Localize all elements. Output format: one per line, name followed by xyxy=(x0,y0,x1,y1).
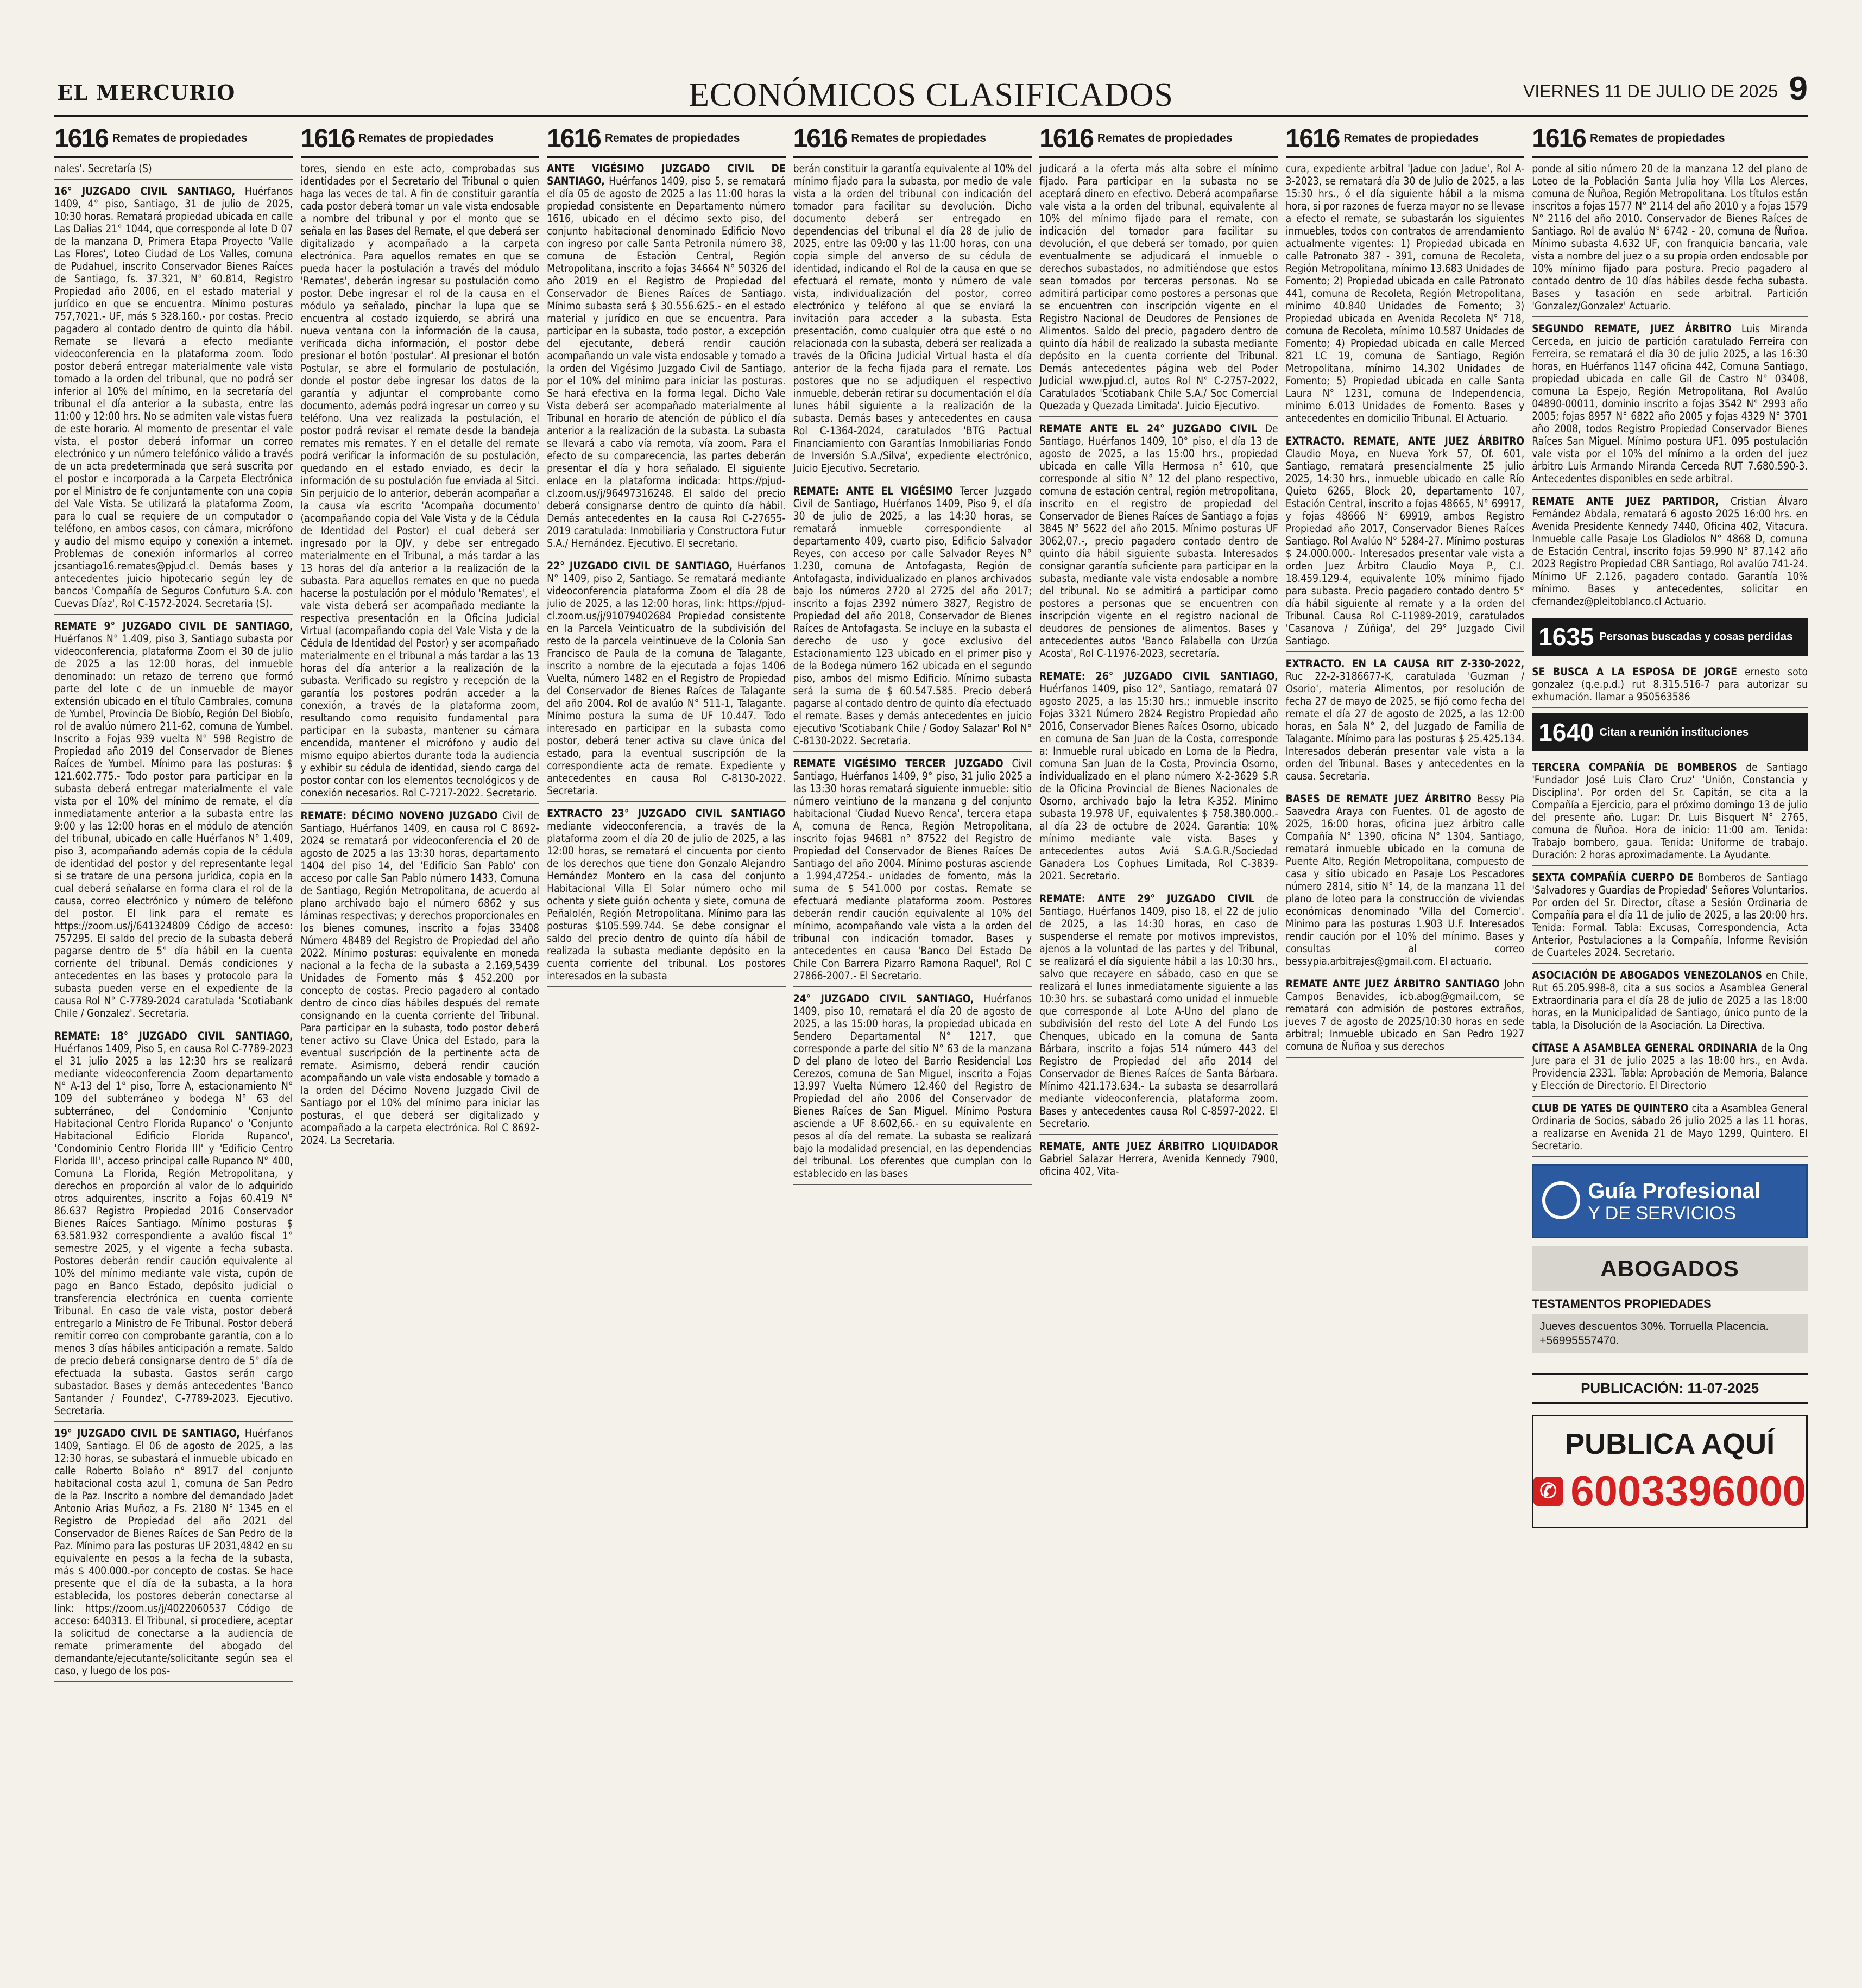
category-number: 1616 xyxy=(547,124,601,153)
ad-lead: REMATE: ANTE 29° JUZGADO CIVIL xyxy=(1039,892,1255,905)
ad-text: Huérfanos 1409, Piso 5, en causa Rol C-7789-2023 el 31 julio 2025 a las 12:30 hrs se realizará mediante videoconferencia Zoom departamento N° A-13 del 1° piso, Torre A, estacionamiento N° 109 del subterráneo y bodega N° 63 del subterráneo, del Condominio 'Conjunto Habitacional Centro Florida Rupanco' o 'Conjunto Habitacional Edificio Florida Rupanco', 'Condominio Centro Florida III' y 'Edificio Centro Florida III', acceso principal calle Rupanco N° 400, Comuna La Florida, Región Metropolitana, y derechos en proporción al valor de lo adquirido otros adquirentes, inscrito a Fojas 60.419 N° 86.637 Registro Propiedad 2016 Conservador Bienes Raíces Santiago. Mínimo posturas $ 63.581.932 correspondiente a avalúo fiscal 1° semestre 2025, y el vigente a fecha subasta. Postores deberán rendir caución equivalente al 10% del mínimo mediante vale vista, cupón de pago en Banco Estado, depósito judicial o transferencia electrónica en cuenta corriente Tribunal. En caso de vale vista, postor deberá entregarlo a Ministro de Fe Tribunal. Postor deberá remitir correo con comprobante garantía, con a lo menos 3 días hábiles anticipación a remate. Saldo de precio deberá consignarse dentro de 5° día de efectuada la subasta. Gastos serán cargo subastador. Bases y demás antecedentes 'Banco Santander / Foundez', C-7789-2023. Ejecutivo. Secretaria. xyxy=(54,1042,293,1417)
publication-date: PUBLICACIÓN: 11-07-2025 xyxy=(1532,1373,1808,1404)
column-body xyxy=(547,158,786,987)
classified-ad xyxy=(54,162,293,180)
meeting-notice xyxy=(1532,761,1808,866)
page-number: 9 xyxy=(1789,70,1808,107)
ad-text: ernesto soto gonzalez (q.e.p.d.) rut 8.315.516-7 para autorizar su exhumación. llamar a 950563586 xyxy=(1532,666,1808,703)
ad-text: Gabriel Salazar Herrera, Avenida Kennedy 7900, oficina 402, Vita- xyxy=(1039,1153,1278,1177)
column-2 xyxy=(301,121,540,1955)
guia-title: Guía Profesional xyxy=(1588,1179,1761,1203)
classified-ad xyxy=(1039,892,1278,1135)
column-body xyxy=(54,158,293,1682)
category-label: Citan a reunión instituciones xyxy=(1599,726,1749,738)
ad-text: berán constituir la garantía equivalente al 10% del mínimo fijado para la subasta, por medio de vale vista a la orden del tribunal con indicación del tomador para facilitar su devolución. Dicho documento deberá ser entregado en dependencias del tribunal el día 28 de julio de 2025, entre las 09:00 y las 11:00 horas, con una copia simple del anverso de su cédula de identidad, indicando el Rol de la causa en que se efectuará el remate, monto y número de vale vista, individualización del postor, correo electrónico y teléfono al que se enviará la invitación para acceder a la subasta. Esta presentación, como cualquier otra que esté o no relacionada con la subasta, deberá ser realizada a través de la Oficina Judicial Virtual hasta el día anterior de la fecha fijada para el remate. Los postores que no se adjudiquen el respectivo inmueble, deberán retirar su documentación el día lunes hábil siguiente a la realización de la subasta. Demás bases y antecedentes en causa Rol C-1364-2024, caratulados 'BTG Pactual Financiamiento con Garantías Inmobiliarias Fondo de Inversión S.A./Silva', expediente electrónico, Juicio Ejecutivo. Secretario. xyxy=(793,162,1032,474)
ad-text: de Santiago, Huérfanos 1409, piso 18, el 22 de julio de 2025, a las 14:30 horas, en caso de suspenderse el remate por motivos imprevistos, ajenos a la voluntad de las partes y del Tribunal, se realizará el día siguiente hábil a las 10:30 hrs., salvo que recayere en sábado, caso en que se realizará el lunes inmediatamente siguiente a las 10:30 hrs. se subastará como unidad el inmueble que corresponde al Lote A-Uno del plano de subdivisión del resto del Lote A del Fundo Los Chenques, ubicado en la comuna de Santa Bárbara, inscrito a fojas 514 número 443 del Registro de Propiedad del año 2014 del Conservador de Bienes Raíces de Santa Bárbara. Mínimo 421.173.634.- La subasta se desarrollará mediante videoconferencia, plataforma zoom. Bases y antecedentes causa Rol C-8597-2022. El Secretario. xyxy=(1039,892,1278,1130)
category-label: Remates de propiedades xyxy=(358,132,494,144)
classified-ad xyxy=(54,1427,293,1682)
ad-lead: EXTRACTO 23° JUZGADO CIVIL SANTIAGO xyxy=(547,807,786,820)
category-number: 1616 xyxy=(793,124,847,153)
ad-text: Civil de Santiago, Huérfanos 1409, en causa rol C 8692-2024 se rematará por videoconferencia el 20 de agosto de 2025 a las 13:30 horas, departamento 1404 del piso 14, del 'Edificio San Pablo' con acceso por calle San Pablo número 1433, Comuna de Santiago, Región Metropolitana, de acuerdo al plano archivado bajo el número 6862 y sus láminas respectivas; y derechos proporcionales en los bienes comunes, inscrito a fojas 33408 Número 48489 del Registro de Propiedad del año 2022. Mínimo posturas: equivalente en moneda nacional a la fecha de la subasta a 2.169,5439 Unidades de Fomento más $ 452.200 por concepto de costas. Precio pagadero al contado dentro de cinco días hábiles después del remate consignando en la cuenta corriente del Tribunal. Para participar en la subasta, todo postor deberá tener activo su Clave Única del Estado, para la eventual suscripción de la pertinente acta de remate. Asimismo, deberá rendir caución acompañando un vale vista endosable y tomado a la orden del Décimo Noveno Juzgado Civil de Santiago por el 10% del mínimo para iniciar las posturas, el que deberá ser digitalizado y acompañado a la carpeta electrónica. Rol C 8692-2024. La Secretaria. xyxy=(300,809,540,1147)
classified-ad xyxy=(547,807,786,987)
classified-ad xyxy=(1039,1140,1278,1182)
ad-text: de la Ong Jure para el 31 de julio 2025 a las 18:00 hrs., en Avda. Providencia 2331. Tabla: Aprobación de Memoria, Balance y Elección de Directorio. El Directorio xyxy=(1532,1042,1808,1092)
category-number: 1616 xyxy=(1285,124,1340,153)
ad-lead: BASES DE REMATE JUEZ ÁRBITRO xyxy=(1285,793,1472,805)
ad-lead: ANTE VIGÉSIMO JUZGADO CIVIL DE SANTIAGO, xyxy=(547,162,786,187)
abogados-heading: ABOGADOS xyxy=(1532,1246,1808,1291)
ad-text: Huérfanos 1409, piso 10, rematará el día 20 de agosto de 2025, a las 15:00 horas, la propiedad ubicada en Sendero Departamental N° 1217, que corresponde a parte del sitio N° 63 de la manzana D del plano de loteo del Barrio Residencial Los Cerezos, comuna de San Miguel, inscrito a Fojas 13.997 Vuelta Número 12.460 del Registro de Propiedad del año 2006 del Conservador de Bienes Raíces de San Miguel. Mínimo Postura asciende a UF 8.602,66.- en su equivalente en pesos al día del remate. La subasta se realizará bajo la modalidad presencial, en las dependencias del tribunal. Los oferentes que cumplan con lo establecido en las bases xyxy=(793,992,1032,1180)
ad-lead: 24° JUZGADO CIVIL SANTIAGO, xyxy=(793,992,974,1005)
ad-lead: REMATE: DÉCIMO NOVENO JUZGADO xyxy=(300,809,498,822)
testamentos-text: Jueves descuentos 30%. Torruella Placencia. +56995557470. xyxy=(1532,1314,1808,1353)
classified-ad xyxy=(1286,435,1525,652)
ad-lead: REMATE ANTE JUEZ PARTIDOR, xyxy=(1532,495,1719,508)
ad-lead: REMATE ANTE EL 24° JUZGADO CIVIL xyxy=(1039,422,1257,435)
ad-text: judicará a la oferta más alta sobre el mínimo fijado. Para participar en la subasta no se aceptará dinero en efectivo. Deberá acompañarse vale vista a la orden del tribunal, equivalente al 10% del mínimo fijado para el remate, con indicación del tomador para facilitar su devolución, el que deberá ser tomado, por quien eventualmente se adjudicará el inmueble o derechos subastados, no admitiéndose que estos sean tomados por terceras personas. No se admitirá participar como postores a personas que se encuentren con inscripción vigente en el Registro Nacional de Deudores de Pensiones de Alimentos. Saldo del precio, pagadero dentro de quinto día hábil de realizado la subasta mediante depósito en la cuenta corriente del Tribunal. Demás antecedentes página web del Poder Judicial www.pjud.cl, autos Rol N° C-2757-2022, Caratulados 'Scotiabank Chile S.A./ Soc Comercial Quezada y Quezada Limitada'. Juicio Ejecutivo. xyxy=(1039,162,1278,412)
classifieds-columns xyxy=(54,121,1808,1955)
ad-lead: ASOCIACIÓN DE ABOGADOS VENEZOLANOS xyxy=(1532,969,1763,982)
classified-ad xyxy=(301,809,540,1151)
classified-ad xyxy=(54,620,293,1024)
column-body xyxy=(793,158,1032,1185)
people-logo-icon xyxy=(1542,1177,1580,1226)
classified-ad xyxy=(1286,657,1525,787)
ad-text: John Campos Benavides, icb.abog@gmail.com, se rematará con admisión de postores extraños, jueves 7 de agosto de 2025/10:30 horas en sede arbitral; Inmueble ubicado en San Pedro 1927 comuna de Ñuñoa y sus derechos xyxy=(1285,978,1525,1053)
ad-lead: REMATE VIGÉSIMO TERCER JUZGADO xyxy=(793,757,1003,770)
ad-text: tores, siendo en este acto, comprobadas sus identidades por el Secretario del Tribunal o quien haga las veces de tal. A fin de constituir garantía cada postor deberá tomar un vale vista endosable a nombre del tribunal y por el monto que se señala en las Bases del Remate, el que deberá ser digitalizado y acompañado a la carpeta electrónica. Para aquellos remates en que se pueda hacer la postulación a través del módulo 'Remates', deberán ingresar su postulación como postor. Debe ingresar el rol de la causa en el módulo ya señalado, pinchar la lupa que se encuentra al costado izquierdo, se abrirá una nueva ventana con la información de la causa, verificada dicha información, el postor debe presionar el botón 'postular'. Al presionar el botón Postular, se abre el formulario de postulación, donde el postor debe ingresar los datos de la garantía y adjuntar el comprobante como documento, además podrá ingresar un correo y su teléfono. Una vez realizada la postulación, el postor podrá revisar el remate desde la bandeja remates mis remates. Y en el detalle del remate podrá verificar la información de su postulación, quedando en el estado enviado, es decir la información de su postulación fue enviada al Sitci. Sin perjuicio de lo anterior, deberán acompañar a la causa vía escrito 'Acompaña documento' (acompañando copia del Vale Vista y de la Cédula de Identidad del Postor) el cual deberá ser ingresado por la OJV, y debe ser entregado materialmente en el Tribunal, a más tardar a las 13 horas del día anterior a la realización de la subasta. Para aquellos remates en que no pueda hacerse la postulación por el módulo 'Remates', el vale vista deberá ser acompañado mediante la respectiva presentación en la Oficina Judicial Virtual (acompañando copia del Vale Vista y de la Cédula de Identidad del Postor) y ser acompañado materialmente en el tribunal a más tardar a las 13 horas del día anterior a la realización de la subasta. Verificado su registro y recepción de la garantía los postores podrán acceder a la conexión, a través de la plataforma zoom, resultando como requisito fundamental para participar en la subasta, mantener su cámara encendida, mantener el micrófono y audio del mismo equipo abiertos durante toda la audiencia y exhibir su cédula de identidad, siendo carga del postor contar con los elementos tecnológicos y de conexión necesarios. Rol C-7217-2022. Secretario. xyxy=(300,162,540,799)
ad-lead: 22° JUZGADO CIVIL DE SANTIAGO, xyxy=(547,560,733,572)
classified-ad xyxy=(1286,162,1525,429)
category-number: 1635 xyxy=(1538,623,1594,651)
column-header xyxy=(1286,121,1525,158)
category-label: Personas buscadas y cosas perdidas xyxy=(1599,630,1793,643)
category-label: Remates de propiedades xyxy=(604,132,740,144)
ad-text: de Santiago 'Fundador José Luis Claro Cruz' 'Unión, Constancia y Disciplina'. Por orden del Sr. Capitán, se cita a la Compañía a Ejercicio, para el próximo domingo 13 de julio del presente año. Lugar: Dr. Luis Bisquert N° 2765, comuna de Ñuñoa. Hora de inicio: 11:00 am. Tenida: Trabajo bombero, gaua. Tenida: Uniforme de trabajo. Duración: 2 horas aproximadamente. La Ayudante. xyxy=(1532,761,1808,861)
ad-lead: REMATE 9° JUZGADO CIVIL DE SANTIAGO, xyxy=(54,620,293,632)
ad-text: Tercer Juzgado Civil de Santiago, Huérfanos 1409, Piso 9, el día 30 de julio de 2025, a las 14:30 horas, se rematará inmueble correspondiente al departamento 409, cuarto piso, Edificio Salvador Reyes, con acceso por calle Salvador Reyes N° 1.230, comuna de Antofagasta, Región de Antofagasta, individualizado en planos archivados bajo los números 2720 al 2725 del año 2017; inscrito a fojas 2392 número 3827, Registro de Propiedad del año 2018, Conservador de Bienes Raíces de Antofagasta. Se incluye en la subasta el derecho de uso y goce exclusivo del Estacionamiento 123 ubicado en el primer piso y de la Bodega número 162 ubicada en el segundo piso, ambos del mismo Edificio. Mínimo subasta será la suma de $ 60.547.585. Precio deberá pagarse al contado dentro de quinto día efectuado el remate. Bases y demás antecedentes en juicio ejecutivo 'Scotiabank Chile / Godoy Salazar' Rol N° C-8130-2022. Secretaria. xyxy=(793,485,1032,747)
category-label: Remates de propiedades xyxy=(112,132,248,144)
classified-ad xyxy=(301,162,540,804)
category-label: Remates de propiedades xyxy=(851,132,986,144)
classified-ad xyxy=(547,162,786,554)
ad-lead: TERCERA COMPAÑÍA DE BOMBEROS xyxy=(1532,761,1737,774)
ad-lead: SE BUSCA A LA ESPOSA DE JORGE xyxy=(1532,666,1738,678)
guia-subtitle: Y DE SERVICIOS xyxy=(1588,1203,1736,1224)
category-banner-1635 xyxy=(1532,618,1808,656)
category-number: 1616 xyxy=(1532,124,1586,153)
column-header xyxy=(1532,121,1808,158)
ad-text: nales'. Secretaría (S) xyxy=(54,162,152,175)
ad-lead: REMATE: 26° JUZGADO CIVIL SANTIAGO, xyxy=(1039,670,1278,682)
ad-text: Ruc 22-2-3186677-K, caratulada 'Guzman / Osorio', materia Alimentos, por resolución de fecha 27 de mayo de 2025, se fijó como fecha del remate el día 27 de agosto de 2025, a las 12:00 horas, en Sala N° 2, del Juzgado de Familia de Talagante. Mínimo para las posturas $ 25.425.134. Interesados deberán presentar vale vista a la orden del Tribunal. Bases y antecedentes en la causa. Secretaria. xyxy=(1285,670,1525,782)
publica-aqui-box[interactable] xyxy=(1532,1415,1808,1528)
meeting-notice xyxy=(1532,1102,1808,1157)
classified-ad xyxy=(1286,793,1525,972)
classified-ad xyxy=(793,485,1032,752)
meeting-notice xyxy=(1532,1042,1808,1097)
header-rule xyxy=(54,115,1808,117)
classified-ad xyxy=(547,560,786,802)
ad-text: en Chile, Rut 65.205.998-8, cita a sus socios a Asamblea General Extraordinaria para el día 28 de julio de 2025 a las 18:00 horas, en la Municipalidad de Santiago, único punto de la tabla, la Disolución de la Asociación. La Directiva. xyxy=(1532,969,1808,1031)
classified-ad xyxy=(793,162,1032,479)
column-header xyxy=(547,121,786,158)
meeting-notice xyxy=(1532,969,1808,1036)
guia-profesional-banner[interactable] xyxy=(1532,1164,1808,1238)
ad-text: Bomberos de Santiago 'Salvadores y Guardias de Propiedad' Señores Voluntarios. Por orden del Sr. Director, cítase a Sesión Ordinaria de Compañía para el día 11 de julio de 2025, a las 20:00 hrs. Tenida: Formal. Tabla: Excusas, Correspondencia, Acta Anterior, Postulaciones a la Compañía, Informe Revisión de Cuarteles 2024. Secretario. xyxy=(1532,871,1808,959)
category-number: 1616 xyxy=(1039,124,1093,153)
classified-ad xyxy=(1532,495,1808,612)
ad-text: Claudio Moya, en Nueva York 57, Of. 601, Santiago, rematará presencialmente 25 julio 2025, 14:30 hrs., inmueble ubicado en calle Río Quieto 6265, Block 20, departamento 107, Estación Central, inscrito a fojas 48665, N° 69917, y fojas 48666 N° 69919, ambos Registro Propiedad año 2017, Conservador Bienes Raíces Santiago. Rol Avalúo N° 5284-27. Mínimo posturas $ 24.000.000.- Interesados presentar vale vista a orden Juez Árbitro Claudio Moya P., C.I. 18.459.129-4, equivalente 10% mínimo fijado para subasta. Precio pagadero contado dentro 5° día hábil siguiente al remate y a la orden del Tribunal. Causa Rol C-11989-2019, caratulados 'Casanova / Zúñiga', del 29° Juzgado Civil Santiago. xyxy=(1285,447,1525,647)
ad-lead: SEXTA COMPAÑÍA CUERPO DE xyxy=(1532,871,1694,884)
category-number: 1616 xyxy=(54,124,108,153)
page-header xyxy=(0,0,1862,125)
ad-text: Bessy Pía Saavedra Araya con Fuentes. 01 de agosto de 2025, 16:00 horas, oficina juez árbitro calle Compañía N° 1390, oficina N° 1304, Santiago, rematará inmueble ubicado en la comuna de Puente Alto, Región Metropolitana, compuesto de casa y sitio ubicado en Pasaje Los Pescadores número 2814, sitio N° 14, de la manzana 11 del plano de loteo para la construcción de viviendas económicas denominado 'Villa del Comercio'. Mínimo para las posturas 1.903 U.F. Interesados rendir caución por el 10% del mínimo. Bases y consultas al correo bessypia.arbitrajes@gmail.com. El actuario. xyxy=(1285,793,1525,967)
ad-lead: 16° JUZGADO CIVIL SANTIAGO, xyxy=(54,185,236,198)
classified-ad xyxy=(54,185,293,615)
category-number: 1640 xyxy=(1538,718,1594,746)
ad-text: Huérfanos 1409, piso 5, se rematará el día 05 de agosto de 2025 a las 11:00 horas la propiedad consistente en Departamento número 1616, ubicado en el décimo sexto piso, del conjunto habitacional denominado Edificio Novo con ingreso por calle Santa Petronila número 38, comuna de Estación Central, Región Metropolitana, inscrito a fojas 34664 N° 50326 del año 2019 en el Registro de Propiedad del Conservador de Bienes Raíces de Santiago. Mínimo subasta será $ 30.556.625.- en el estado material y jurídico en que se encuentra. Para participar en la subasta, todo postor, a excepción del ejecutante, deberá rendir caución acompañando un vale vista endosable y tomado a la orden del Vigésimo Juzgado Civil de Santiago, por el 10% del mínimo para iniciar las posturas. Se hará efectiva en la forma legal. Dicho Vale Vista deberá ser acompañado materialmente al Tribunal en horario de atención de público el día anterior a la realización de la subasta. La subasta se llevará a cabo vía remota, vía zoom. Para el efecto de su comparecencia, las partes deberán presentar el día y hora señalado. El siguiente enlace en la plataforma indicada: https://pjud-cl.zoom.us/j/96497316248. El saldo del precio deberá consignarse dentro de quinto día hábil. Demás antecedentes en la causa Rol C-27655-2019 caratulada: Inmobiliaria y Constructora Futur S.A./ Hernández. Ejecutivo. El secretario. xyxy=(547,175,786,549)
ad-lead: REMATE: 18° JUZGADO CIVIL SANTIAGO, xyxy=(54,1030,293,1042)
classified-ad xyxy=(54,1030,293,1422)
classified-ad xyxy=(793,757,1032,987)
ad-lead: SEGUNDO REMATE, JUEZ ÁRBITRO xyxy=(1532,322,1732,335)
ad-lead: REMATE, ANTE JUEZ ÁRBITRO LIQUIDADOR xyxy=(1039,1140,1278,1153)
classified-ad xyxy=(793,992,1032,1185)
phone-number-row[interactable] xyxy=(1533,1466,1806,1516)
ad-lead: REMATE: ANTE EL VIGÉSIMO xyxy=(793,485,954,497)
category-label: Remates de propiedades xyxy=(1589,132,1725,144)
section-title: ECONÓMICOS CLASIFICADOS xyxy=(689,77,1173,113)
category-label: Remates de propiedades xyxy=(1097,132,1233,144)
newspaper-brand: EL MERCURIO xyxy=(57,80,236,105)
ad-text: Huérfanos N° 1409, piso 2, Santiago. Se rematará mediante videoconferencia plataforma Zoom el día 28 de julio de 2025, a las 12:00 horas, link: https://pjud-cl.zoom.us/j/91079402684 Propiedad consistente en la Parcela Veinticuatro de la subdivisión del resto de la parcela veintinueve de la Colonia San Francisco de Paula de la comuna de Talagante, inscrito a nombre de la ejecutada a fojas 1406 Vuelta, número 1482 en el Registro de Propiedad del Conservador de Bienes Raíces de Talagante del año 2004. Rol de avalúo N° 511-1, Talagante. Mínimo postura la suma de UF 10.447. Todo interesado en participar en la subasta como postor, deberá tener activa su clave única del estado, para la eventual suscripción de la correspondiente acta de remate. Expediente y antecedentes en causa Rol C-8130-2022. Secretaria. xyxy=(547,560,786,797)
category-banner-1640 xyxy=(1532,713,1808,751)
column-7-extra xyxy=(1532,618,1808,1528)
dateline: VIERNES 11 DE JULIO DE 2025 xyxy=(1523,81,1778,101)
ad-text: ponde al sitio número 20 de la manzana 12 del plano de Loteo de la Población Santa Julia hoy Villa Los Alerces, comuna de Ñuñoa, Región Metropolitana. Los títulos están inscritos a fojas 1577 N° 2114 del año 2010 y a fojas 1579 N° 2116 del año 2010. Conservador de Bienes Raíces de Santiago. Rol de avalúo N° 6742 - 20, comuna de Ñuñoa. Mínimo subasta 4.632 UF, con franquicia bancaria, vale vista a nombre del juez o a su propia orden endosable por 10% mínimo fijado para postura. Precio pagadero al contado dentro de 10 días hábiles desde fecha subasta. Bases y tasación en sede arbitral. Partición 'Gonzalez/Gonzalez' Actuario. xyxy=(1532,162,1808,312)
ad-text: cura, expediente arbitral 'Jadue con Jadue', Rol A-3-2023, se rematará día 30 de Julio de 2025, a las 15:30 hrs., ó el día siguiente hábil a la misma hora, si por razones de fuerza mayor no se llevase a efecto el remate, se subastarán los siguientes inmuebles, todos con contratos de arrendamiento actualmente vigentes: 1) Propiedad ubicada en calle Patronato 387 - 391, comuna de Recoleta, Región Metropolitana, mínimo 13.683 Unidades de Fomento; 2) Propiedad ubicada en calle Patronato 441, comuna de Recoleta, Región Metropolitana, mínimo 40.840 Unidades de Fomento; 3) Propiedad ubicada en Avenida Recoleta N° 718, comuna de Recoleta, mínimo 10.587 Unidades de Fomento; 4) Propiedad ubicada en calle Merced 821 LC 19, comuna de Santiago, Región Metropolitana, mínimo 14.302 Unidades de Fomento; 5) Propiedad ubicada en calle Santa Laura N° 1231, comuna de Independencia, mínimo 6.013 Unidades de Fomento. Bases y antecedentes en domicilio Tribunal. El Actuario. xyxy=(1285,162,1525,425)
ad-lead: EXTRACTO. REMATE, ANTE JUEZ ÁRBITRO xyxy=(1285,435,1525,447)
meeting-notices xyxy=(1532,757,1808,1157)
ad-lead: REMATE ANTE JUEZ ÁRBITRO SANTIAGO xyxy=(1285,978,1500,990)
ad-text: Huérfanos 1409, Santiago. El 06 de agosto de 2025, a las 12:30 horas, se subastará el inmueble ubicado en calle Roberto Bolaño n° 8917 del conjunto habitacional costa azul 1, comuna de San Pedro de la Paz. Inscrito a nombre del demandado Jadet Antonio Arias Muñoz, a Fs. 2180 N° 1345 en el Registro de Propiedad del año 2021 del Conservador de Bienes Raíces de San Pedro de la Paz. Mínimo para las posturas UF 2031,4842 en su equivalente en pesos a la fecha de la subasta, más $ 400.000.-por concepto de costas. Se hace presente que el día de la subasta, a la hora establecida, los postores deberán conectarse al link: https://zoom.us/j/4022060537 Código de acceso: 640313. El Tribunal, si procediere, aceptar la solicitud de conectarse a la audiencia de remate primeramente del abogado del demandante/ejecutante/solicitante según sea el caso, y luego de los pos- xyxy=(54,1427,293,1677)
publica-aqui-label: PUBLICA AQUÍ xyxy=(1565,1428,1775,1460)
ad-lead: CÍTASE A ASAMBLEA GENERAL ORDINARIA xyxy=(1532,1042,1758,1054)
ad-text: Huérfanos 1409, 4° piso, Santiago, 31 de julio de 2025, 10:30 horas. Rematará propiedad ubicada en calle Las Dalias 21° 1044, que corresponde al lote D 07 de la manzana D, Primera Etapa Proyecto 'Valle Las Flores', Loteo Ciudad de Los Valles, comuna de Pudahuel, inscrito Conservador Bienes Raíces de Santiago, fs. 37.321, N° 60.814, Registro Propiedad año 2006, en el estado material y jurídico en que se encuentra. Mínimo posturas 757,7021.- UF, más $ 328.160.- por costas. Precio pagadero al contado dentro de quinto día hábil. Remate se llevará a efecto mediante videoconferencia en la plataforma zoom. Todo postor deberá entregar materialmente vale vista tomado a la orden del tribunal, que no podrá ser inferior al 10% del mínimo, en la secretaría del tribunal el día anterior a la subasta, entre las 11:00 y 12:00 hrs. No se admiten vale vistas fuera de este horario. Al momento de presentar el vale vista, el postor deberá informar un correo electrónico y un número telefónico válido a través de un acta predeterminada que será suscrita por el postor e incorporada a la Carpeta Electrónica por el Ministro de fe conjuntamente con una copia del Vale Vista. Se utilizará la plataforma Zoom, para lo cual se requiere de un computador o teléfono, en ambos casos, con cámara, micrófono y audio del mismo equipo y conexión a internet. Problemas de conexión informarlos al correo jcsantiago16.remates@pjud.cl. Demás bases y antecedentes juicio hipotecario según ley de bancos 'Compañía de Seguros Confuturo S.A. con Cuevas Díaz', Rol C-1572-2024. Secretaria (S). xyxy=(54,185,293,610)
ad-lead: 19° JUZGADO CIVIL DE SANTIAGO, xyxy=(54,1427,240,1440)
classified-ad xyxy=(1532,322,1808,490)
column-body xyxy=(1532,158,1808,612)
classified-ad xyxy=(1039,162,1278,417)
ad-text: mediante videoconferencia, a través de la plataforma zoom el día 20 de julio de 2025, a las 12:00 horas, se rematará el cincuenta por ciento de los derechos que tiene don Gonzalo Alejandro Hernández Montero en la casa del conjunto Habitacional Villa El Solar número ocho mil ochenta y siete guión ochenta y siete, comuna de Peñalolén, Región Metropolitana. Mínimo para las posturas $105.599.744. Se debe consignar el saldo del precio dentro de quinto día hábil de realizada la subasta mediante depósito en la cuenta corriente del tribunal. Los postores interesados en la subasta xyxy=(547,820,786,982)
column-7 xyxy=(1532,121,1808,1955)
classified-ad xyxy=(1039,670,1278,887)
classified-ad xyxy=(1532,661,1808,708)
ad-text: Cristian Álvaro Fernández Abdala, rematará 6 agosto 2025 16:00 hrs. en Avenida Presidente Kennedy 7440, Oficina 402, Vitacura. Inmueble calle Pasaje Los Gladiolos N° 4868 D, comuna de Estación Central, inscrito fojas 59.990 N° 87.142 año 2023 Registro Propiedad CBR Santiago, Rol avalúo 741-24. Mínimo UF 2.126, pagadero contado. Garantía 10% mínimo. Bases y antecedentes, solicitar en cfernandez@pleitoblanco.cl Actuario. xyxy=(1532,495,1808,607)
column-body xyxy=(1286,158,1525,1058)
column-header xyxy=(54,121,293,158)
meeting-notice xyxy=(1532,871,1808,964)
column-header xyxy=(301,121,540,158)
phone-icon: ✆ xyxy=(1533,1477,1563,1506)
category-label: Remates de propiedades xyxy=(1343,132,1479,144)
ad-text: Huérfanos 1409, piso 12°, Santiago, rematará 07 agosto 2025, a las 15:30 hrs.; inmueble inscrito Fojas 3321 Número 2824 Registro Propiedad año 2016, Conservador Bienes Raíces Osorno, ubicado en comuna de San Juan de la Costa, corresponde a: Inmueble rural ubicado en Loma de la Piedra, comuna San Juan de la Costa, Provincia Osorno, individualizado en el plano número X-2-3629 S.R de la Oficina Provincial de Bienes Nacionales de Osorno, archivado bajo la letra K-352. Mínimo subasta 19.978 UF, equivalentes $ 758.380.000.- al día 23 de octubre de 2024. Garantía: 10% mínimo mediante vale vista. Bases y antecedentes autos Aviá S.A.G.R./Sociedad Ganadera Los Cophues Limitada, Rol C-3839-2021. Secretario. xyxy=(1039,682,1278,882)
phone-number: 6003396000 xyxy=(1570,1467,1806,1515)
category-number: 1616 xyxy=(300,124,355,153)
column-5 xyxy=(1039,121,1278,1955)
ad-lead: CLUB DE YATES DE QUINTERO xyxy=(1532,1102,1689,1115)
ad-text: cita a Asamblea General Ordinaria de Socios, sábado 26 julio 2025 a las 11 horas, a realizarse en Avenida 21 de Mayo 1299, Quintero. El Secretario. xyxy=(1532,1102,1808,1152)
ad-text: De Santiago, Huérfanos 1409, 10° piso, el día 13 de agosto de 2025, a las 15:00 hrs., propiedad ubicada en calle Villa Hermosa n° 610, que corresponde al sitio N° 12 del plano respectivo, comuna de estación central, región metropolitana, inscrito en el registro de propiedad del Conservador de Bienes Raíces de Santiago a fojas 3845 N° 5622 del año 2015. Mínimo posturas UF 3062,07.-, precio pagadero contado dentro de quinto día hábil siguiente subasta. Interesados consignar garantía suficiente para participar en la subasta, mediante vale vista endosable a nombre del tribunal. No se admitirá a participar como postores a personas que se encuentren con inscripción vigente en el registro nacional de deudores de pensiones de alimentos. Bases y antecedentes autos 'Banco Falabella con Urzúa Acosta', Rol C-11976-2023, secretaría. xyxy=(1039,422,1278,660)
column-4 xyxy=(793,121,1032,1955)
ad-text: Huérfanos N° 1.409, piso 3, Santiago subasta por videoconferencia, plataforma Zoom el 30 de julio de 2025 a las 12:00 horas, del inmueble denominado: un retazo de terreno que formó parte del lote c de un inmueble de mayor extensión ubicado en el título Cambrales, comuna de Yumbel, Provincia De Biobío, Región Del Biobío, rol de avalúo número 211-62, comuna de Yumbel. Inscrito a Fojas 939 vuelta N° 598 Registro de Propiedad año 2019 del Conservador de Bienes Raíces de Yumbel. Mínimo para las posturas: $ 121.602.775.- Todo postor para participar en la subasta deberá entregar materialmente el vale vista por el 10% del mínimo de remate, el día inmediatamente anterior a la subasta entre las 9:00 y las 12:00 horas en el módulo de atención del tribunal, ubicado en calle Huérfanos N° 1.409, piso 3, acompañando además copia de la cédula de identidad del postor y del representante legal si se tratare de una persona jurídica, copia en la cual deberá señalarse en forma clara el rol de la causa, correo electrónico y número de teléfono del postor. El link para el remate es https://zoom.us/j/641324809 Código de acceso: 757295. El saldo del precio de la subasta deberá pagarse dentro de 5° día hábil en la cuenta corriente del tribunal. Demás condiciones y antecedentes en las bases y protocolo para la subasta pueden verse en el expediente de la causa Rol N° C-7789-2024 caratulada 'Scotiabank Chile / Gonzalez'. Secretaria. xyxy=(54,632,293,1020)
classified-ad xyxy=(1039,422,1278,664)
testamentos-title: TESTAMENTOS PROPIEDADES xyxy=(1532,1297,1712,1310)
ad-text: Civil Santiago, Huérfanos 1409, 9° piso, 31 julio 2025 a las 13:30 horas rematará siguiente inmueble: sitio número veintiuno de la manzana g del conjunto habitacional 'Ciudad Nuevo Renca', tercera etapa A, comuna de Renca, Región Metropolitana, inscrito fojas 94681 n° 87522 del Registro de Propiedad del Conservador de Bienes Raíces De Santiago del año 2004. Mínimo posturas asciende a 1.994,47254.- unidades de fomento, más la suma de $ 541.000 por costas. Remate se efectuará mediante plataforma zoom. Postores deberán rendir caución equivalente al 10% del mínimo, acompañando vale vista a la orden del tribunal con indicación tomador. Bases y antecedentes en causa 'Banco Del Estado De Chile Con Barrera Pizarro Ramona Raquel', Rol C 27866-2007.- El Secretario. xyxy=(793,757,1032,982)
column-1 xyxy=(54,121,293,1955)
column-body xyxy=(1039,158,1278,1182)
column-6 xyxy=(1286,121,1525,1955)
ad-text: Luis Miranda Cerceda, en juicio de partición caratulado Ferreira con Ferreira, se rematará el día 30 de julio 2025, a las 16:30 horas, en Huérfanos 1147 oficina 442, Comuna Santiago, propiedad ubicada en calle Gil de Castro N° 03408, comuna La Espejo, Región Metropolitana, Rol Avalúo 04890-00011, dominio inscrito a fojas 3542 N° 2993 año 2005; fojas 8957 N° 6822 año 2005 y fojas 4329 N° 3701 año 2008, todos Registro Propiedad Conservador Bienes Raíces San Miguel. Mínimo postura UF1. 095 postulación vale vista por el 10% del mínimo a la orden del juez árbitro Luis Armando Miranda Cerceda RUT 7.680.590-3. Antecedentes disponibles en sede arbitral. xyxy=(1532,322,1808,485)
classified-ad xyxy=(1532,162,1808,317)
ad-lead: EXTRACTO. EN LA CAUSA RIT Z-330-2022, xyxy=(1285,657,1525,670)
column-header xyxy=(1039,121,1278,158)
column-header xyxy=(793,121,1032,158)
column-body xyxy=(301,158,540,1151)
classified-ad xyxy=(1286,978,1525,1058)
column-3 xyxy=(547,121,786,1955)
